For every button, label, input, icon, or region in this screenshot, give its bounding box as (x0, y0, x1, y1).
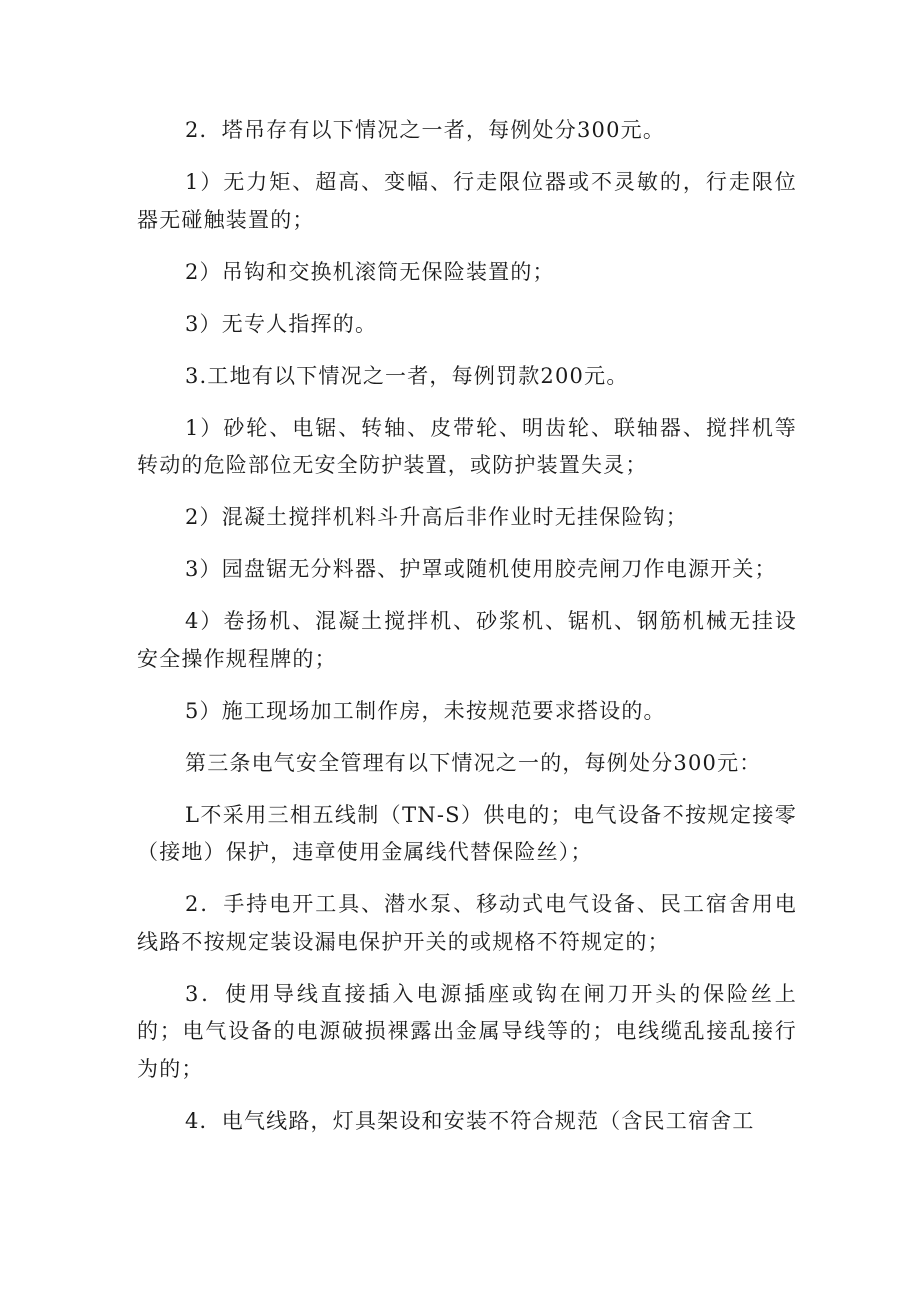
paragraph: 1）砂轮、电锯、转轴、皮带轮、明齿轮、联轴器、搅拌机等转动的危险部位无安全防护装置，或防护装置失灵； (137, 415, 797, 477)
paragraph: 3）无专人指挥的。 (185, 311, 378, 336)
paragraph: 2．塔吊存有以下情况之一者，每例处分300元。 (185, 118, 666, 142)
paragraph: 3.工地有以下情况之一者，每例罚款200元。 (185, 363, 629, 388)
document-body (137, 112, 797, 1155)
paragraph: 5）施工现场加工制作房，未按规范要求搭设的。 (185, 698, 666, 723)
paragraph: L不采用三相五线制（TN-S）供电的；电气设备不按规定接零（接地）保护，违章使用金属线代替保险丝）； (137, 802, 797, 864)
paragraph: 2．手持电开工具、潜水泵、移动式电气设备、民工宿舍用电线路不按规定装设漏电保护开关的或规格不符规定的； (137, 892, 797, 954)
paragraph: 3）园盘锯无分料器、护罩或随机使用胶壳闸刀作电源开关； (185, 557, 777, 581)
paragraph: 3．使用导线直接插入电源插座或钩在闸刀开头的保险丝上的；电气设备的电源破损裸露出金属导线等的；电线缆乱接乱接行为的； (137, 981, 797, 1081)
paragraph: 1）无力矩、超高、变幅、行走限位器或不灵敏的，行走限位器无碰触装置的； (137, 170, 797, 232)
paragraph: 第三条电气安全管理有以下情况之一的，每例处分300元： (185, 750, 762, 775)
paragraph: 4．电气线路，灯具架设和安装不符合规范（含民工宿舍工 (185, 1108, 755, 1133)
paragraph: 2）混凝土搅拌机料斗升高后非作业时无挂保险钩； (185, 505, 688, 529)
paragraph: 2）吊钩和交换机滚筒无保险装置的； (185, 259, 555, 284)
paragraph: 4）卷扬机、混凝土搅拌机、砂浆机、锯机、钢筋机械无挂设安全操作规程牌的； (137, 609, 797, 671)
